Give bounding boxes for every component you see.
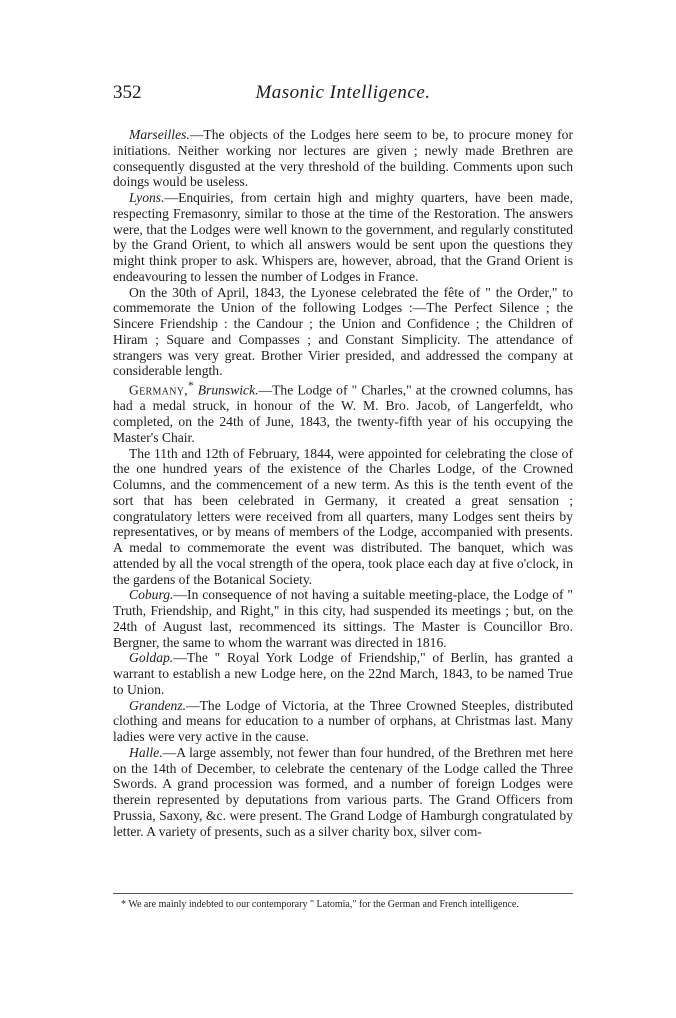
place-heading: Coburg.	[129, 587, 174, 603]
paragraph-lyonese-fete	[113, 285, 573, 380]
paragraph-text: —In consequence of not having a suitable meeting-place, the Lodge of " Truth, Friendship, and Right," in this city, had suspended its meetings ; but, on the 24th of August last, recommenced its sittings. The Master is Councillor Bro. Bergner, the same to whom the warrant was directed in 1816.	[113, 587, 573, 650]
place-heading: Brunswick.	[197, 382, 259, 398]
page-header	[113, 82, 573, 112]
paragraph-halle	[113, 745, 573, 840]
paragraph-lyons	[113, 190, 573, 285]
paragraph-text: The 11th and 12th of February, 1844, were appointed for celebrating the close of the one hundred years of the existence of the Charles Lodge, of the Crowned Columns, and the commencement of a new term. As this is the tenth event of the sort that has been celebrated in Germany, it created a great sensation ; congratulatory letters were received from all quarters, many Lodges sent theirs by representatives, or by means of members of the Lodge, accompanied with presents. A medal to commemorate the event was distributed. The banquet, which was attended by all the vocal strength of the opera, took place each day at five o'clock, in the gardens of the Botanical Society.	[113, 445, 573, 587]
footnote-divider	[113, 893, 573, 894]
paragraph-text: —The Lodge of Victoria, at the Three Crowned Steeples, distributed clothing and means for education to a number of orphans, at Christmas last. Many ladies were very active in the cause.	[113, 697, 573, 745]
paragraph-brunswick	[113, 379, 573, 446]
paragraph-grandenz	[113, 698, 573, 745]
running-title: Masonic Intelligence.	[255, 82, 431, 103]
country-heading: Germany,	[129, 382, 188, 398]
place-heading: Grandenz.	[129, 697, 187, 713]
page-number: 352	[113, 82, 142, 103]
place-heading: Lyons.	[129, 190, 165, 205]
footnote-marker: *	[187, 380, 194, 392]
paragraph-text: —Enquiries, from certain high and mighty quarters, have been made, respecting Fremasonry, similar to those at the time of the Restoration. The answers were, that the Lodges were well known to the government, and regularly constituted by the Grand Orient, to which all answers would be sent upon the questions they might think proper to ask. Whispers are, however, abroad, that the Grand Orient is endeavouring to lessen the number of Lodges in France.	[113, 190, 573, 284]
paragraph-charles-centenary	[113, 446, 573, 588]
place-heading: Goldap.	[129, 650, 174, 666]
paragraph-marseilles	[113, 127, 573, 190]
body-text	[113, 127, 573, 839]
paragraph-text: —The Lodge of " Charles," at the crowned columns, has had a medal struck, in honour of the W. M. Bro. Jacob, of Langerfeldt, who completed, on the 24th of June, 1843, the twenty-fifth year of his occupying the Master's Chair.	[113, 382, 573, 445]
paragraph-goldap	[113, 650, 573, 697]
place-heading: Marseilles.	[129, 127, 190, 142]
place-heading: Halle.	[129, 744, 163, 760]
paragraph-text: On the 30th of April, 1843, the Lyonese celebrated the fête of " the Order," to commemorate the Union of the following Lodges :—The Perfect Silence ; the Sincere Friendship : the Candour ; the Union and Confidence ; the Children of Hiram ; Square and Compasses ; and Constant Simplicity. The attendance of strangers was very great. Brother Virier presided, and addressed the company at considerable length.	[113, 284, 573, 379]
paragraph-text: —A large assembly, not fewer than four hundred, of the Brethren met here on the 14th of December, to celebrate the centenary of the Lodge called the Three Swords. A grand procession was formed, and a number of foreign Lodges were therein represented by deputations from various parts. The Grand Officers from Prussia, Saxony, &c. were present. The Grand Lodge of Hamburgh congratulated by letter. A variety of presents, such as a silver charity box, silver com-	[113, 744, 573, 839]
paragraph-text: —The " Royal York Lodge of Friendship," of Berlin, has granted a warrant to establish a new Lodge here, on the 22nd March, 1843, to be named True to Union.	[113, 650, 573, 697]
paragraph-text: —The objects of the Lodges here seem to be, to procure money for initiations. Neither working nor lectures are given ; newly made Brethren are consequently disgusted at the very threshold of the building. Comments upon such doings would be useless.	[113, 127, 573, 190]
footnote: * We are mainly indebted to our contemporary " Latomia," for the German and French intelligence.	[121, 899, 519, 910]
paragraph-coburg	[113, 587, 573, 650]
